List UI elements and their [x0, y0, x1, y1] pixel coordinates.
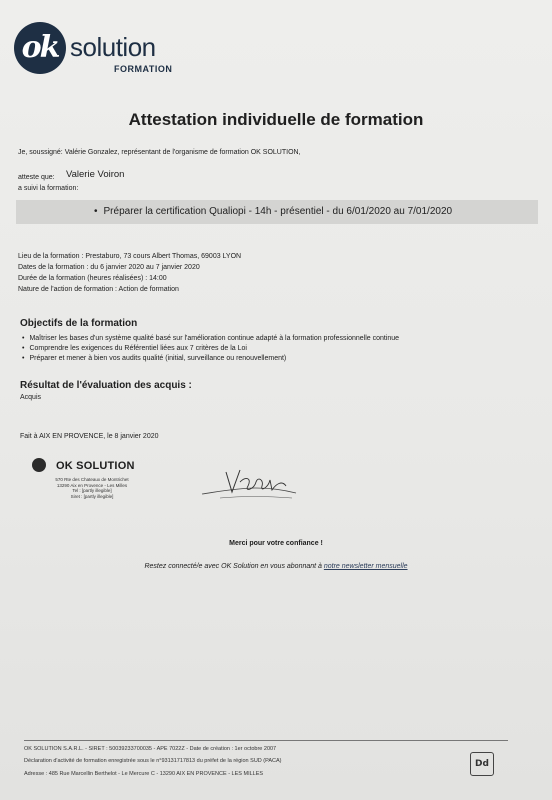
training-item	[94, 206, 452, 217]
stamp-line: 570 Rte des Chateaux de Montrichet	[55, 477, 129, 482]
logo-subtitle: FORMATION	[114, 64, 173, 74]
ok-stamp-logo-icon	[32, 458, 46, 472]
page-title: Attestation individuelle de formation	[128, 110, 424, 129]
resultat-value: Acquis	[20, 394, 42, 401]
stamp-line: Tel : [partly illegible]	[72, 488, 112, 493]
intro-line: Je, soussigné: Valérie Gonzalez, représentant de l'organisme de formation OK SOLUTION,	[18, 149, 301, 156]
resultat-title: Résultat de l'évaluation des acquis :	[20, 380, 192, 391]
signature	[196, 458, 300, 506]
list-item: • Préparer et mener à bien vos audits qualité (initial, surveillance ou renouvellement)	[22, 354, 399, 364]
list-item: • Comprendre les exigences du Référentiel liées aux 7 critères de la Loi	[22, 344, 399, 354]
footer-line-address: Adresse : 485 Rue Marcellin Berthelot - Le Mercure C - 13290 AIX EN PROVENCE - LES MILLES	[24, 771, 264, 777]
detail-nature: Nature de l'action de formation : Action de formation	[18, 286, 179, 293]
ok-solution-logo	[14, 20, 174, 78]
newsletter-link[interactable]: notre newsletter mensuelle	[323, 563, 408, 570]
detail-dates: Dates de la formation : du 6 janvier 2020 au 7 janvier 2020	[18, 264, 200, 271]
atteste-label: atteste que:	[18, 174, 55, 181]
suivi-label: a suivi la formation:	[18, 185, 79, 192]
objectifs-list	[22, 334, 399, 364]
objectifs-title: Objectifs de la formation	[20, 318, 138, 329]
footer-line-declaration: Déclaration d'activité de formation enregistrée sous le n°93131717813 du préfet de la région SUD (PACA)	[24, 758, 282, 764]
list-item: • Maîtriser les bases d'un système qualité basé sur l'amélioration continue adapté à la formation professionnelle continue	[22, 334, 399, 344]
stamp-line: 13290 Aix en Provence - Les Milles	[56, 482, 128, 488]
detail-lieu: Lieu de la formation : Prestaburo, 73 cours Albert Thomas, 69003 LYON	[18, 253, 242, 260]
logo-mark: ok	[14, 22, 66, 74]
footer-divider	[24, 740, 508, 741]
newsletter-line	[0, 563, 552, 570]
bullet-icon: •	[94, 206, 98, 217]
stamp-company-name: OK SOLUTION	[56, 460, 135, 472]
stamp-line: Siret : [partly illegible]	[70, 493, 114, 499]
training-box	[16, 200, 538, 224]
fait-line: Fait à AIX EN PROVENCE, le 8 janvier 2020	[20, 433, 159, 440]
detail-duree: Durée de la formation (heures réalisées) : 14:00	[18, 275, 167, 282]
stamp-address	[52, 477, 132, 499]
training-label: Préparer la certification Qualiopi - 14h - présentiel - du 6/01/2020 au 7/01/2020	[103, 206, 453, 217]
participant-name: Valerie Voiron	[66, 169, 125, 180]
logo-wordmark: solution	[70, 32, 156, 62]
merci-line: Merci pour votre confiance !	[229, 540, 323, 547]
datadock-icon: Dd	[470, 752, 494, 776]
newsletter-prefix: Restez connecté/e avec OK Solution en vous abonnant à	[144, 563, 322, 570]
footer-line-company: OK SOLUTION S.A.R.L. - SIRET : 50039233700035 - APE 7022Z - Date de création : 1er octobre 2007	[24, 746, 277, 752]
